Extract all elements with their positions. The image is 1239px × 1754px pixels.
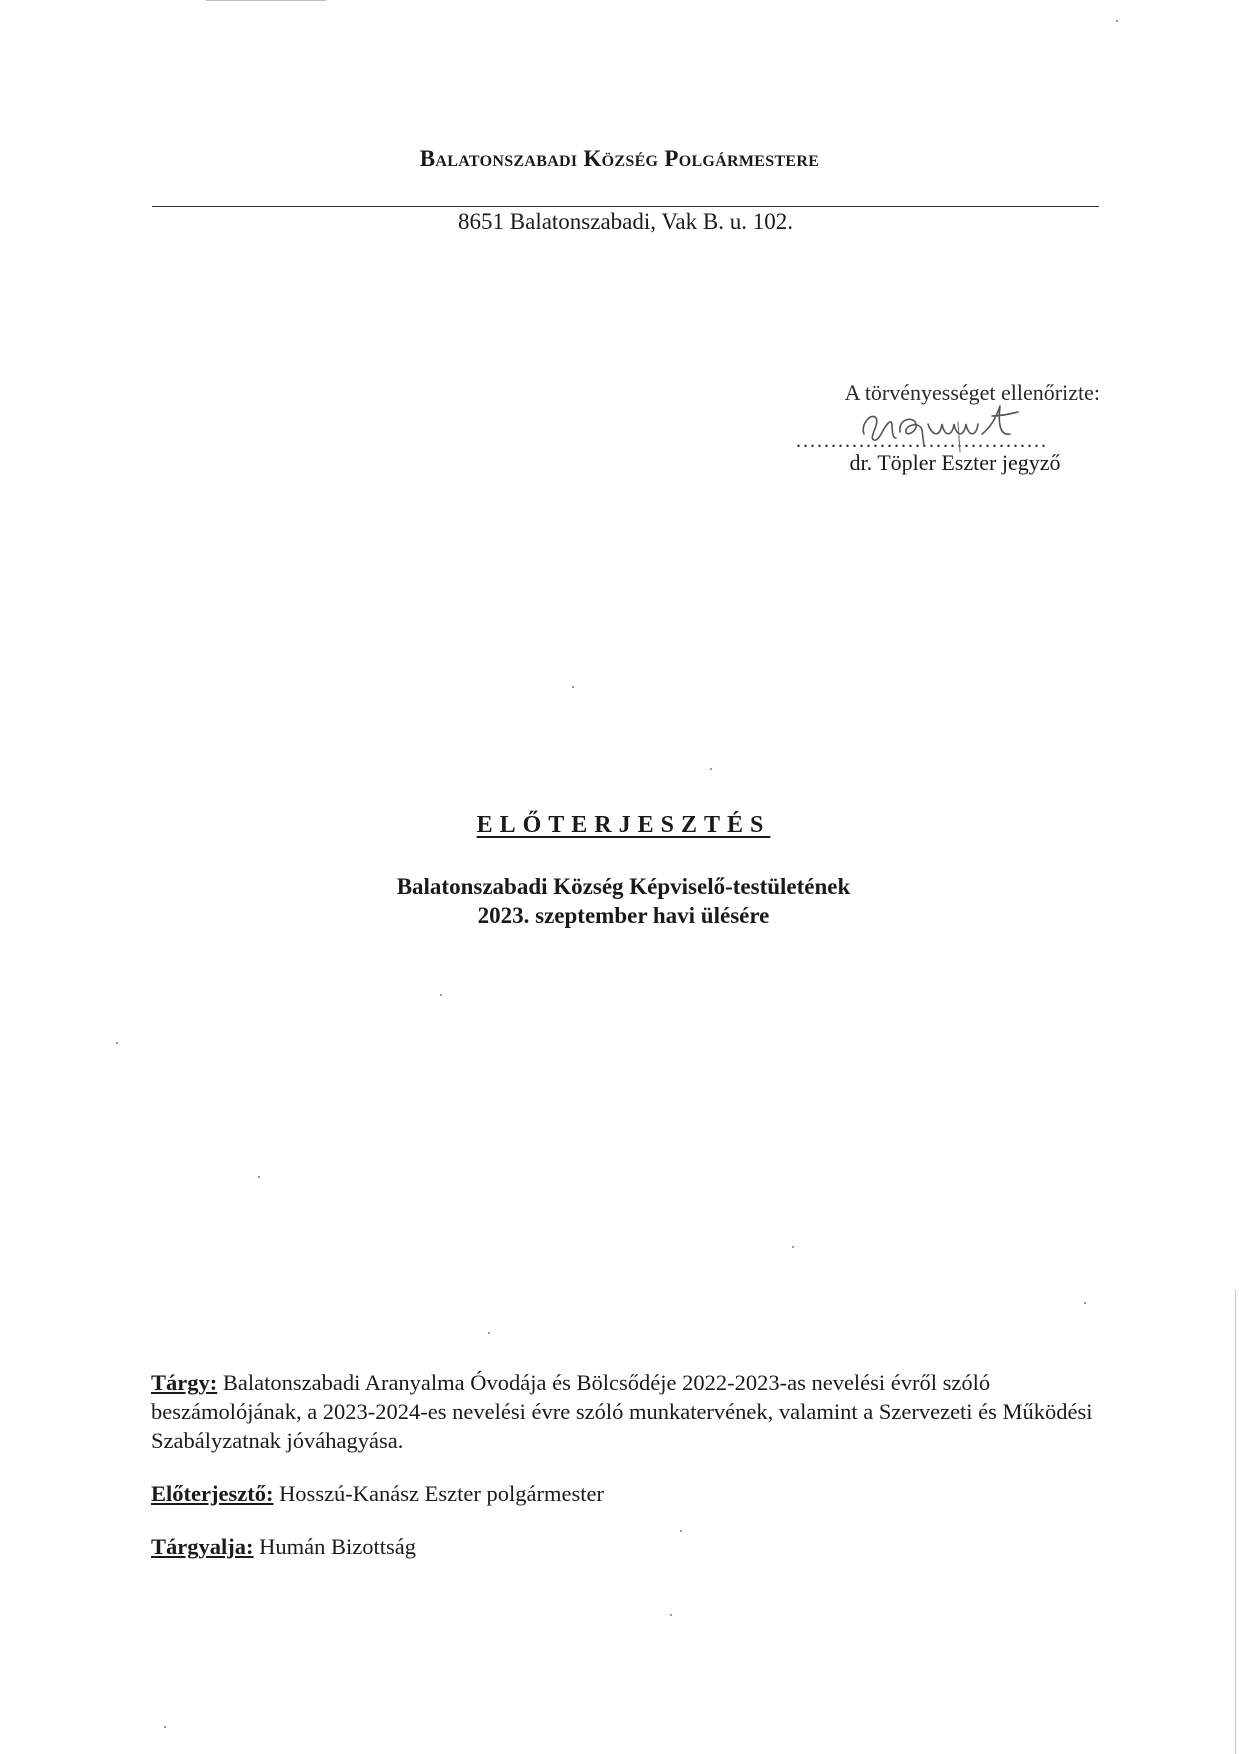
legality-label: A törvényességet ellenőrizte: (844, 380, 1100, 405)
scan-speck (116, 1042, 118, 1044)
committee-row (151, 1532, 1093, 1561)
presenter-row (151, 1479, 1093, 1508)
scan-speck (670, 1614, 672, 1616)
document-subtitle (0, 872, 1239, 930)
subject-text: Balatonszabadi Aranyalma Óvodája és Bölcsődéje 2022-2023-as nevelési évről szóló beszámolójának, a 2023-2024-es nevelési évre szóló munkatervének, valamint a Szervezeti és Működési Szabályzatnak jóváhagyása. (151, 1370, 1093, 1453)
document-meta (151, 1368, 1093, 1561)
scan-speck (710, 768, 712, 770)
scan-speck (488, 1332, 490, 1334)
scan-speck (792, 1246, 794, 1248)
notary-name: dr. Töpler Eszter jegyző (849, 450, 1061, 475)
subtitle-line-1: Balatonszabadi Község Képviselő-testületének (396, 874, 851, 899)
subtitle-line-2: 2023. szeptember havi ülésére (477, 903, 770, 928)
committee-text: Humán Bizottság (259, 1534, 416, 1559)
scan-speck (1116, 20, 1118, 22)
subject-label: Tárgy: (151, 1370, 218, 1395)
scan-speck (258, 1176, 260, 1178)
header-divider (152, 206, 1099, 207)
scan-speck (164, 1726, 166, 1728)
scan-speck (572, 686, 574, 688)
issuer-title: Balatonszabadi Község Polgármestere (419, 146, 820, 171)
scan-speck (680, 1530, 682, 1532)
subject-row (151, 1368, 1093, 1455)
scan-artifact (206, 0, 326, 1)
committee-label: Tárgyalja: (151, 1534, 254, 1559)
scan-speck (1084, 1302, 1086, 1304)
issuer-address: 8651 Balatonszabadi, Vak B. u. 102. (458, 209, 793, 234)
presenter-label: Előterjesztő: (151, 1481, 274, 1506)
signature-area (780, 408, 1100, 452)
presenter-text: Hosszú-Kanász Eszter polgármester (279, 1481, 604, 1506)
signature-dotted-line: .................................... (796, 430, 1048, 452)
scan-edge (1235, 1290, 1236, 1754)
handwritten-signature (850, 394, 1070, 454)
legality-check-block (780, 380, 1100, 476)
scan-speck (440, 994, 442, 996)
document-heading: ELŐTERJESZTÉS (476, 812, 771, 838)
